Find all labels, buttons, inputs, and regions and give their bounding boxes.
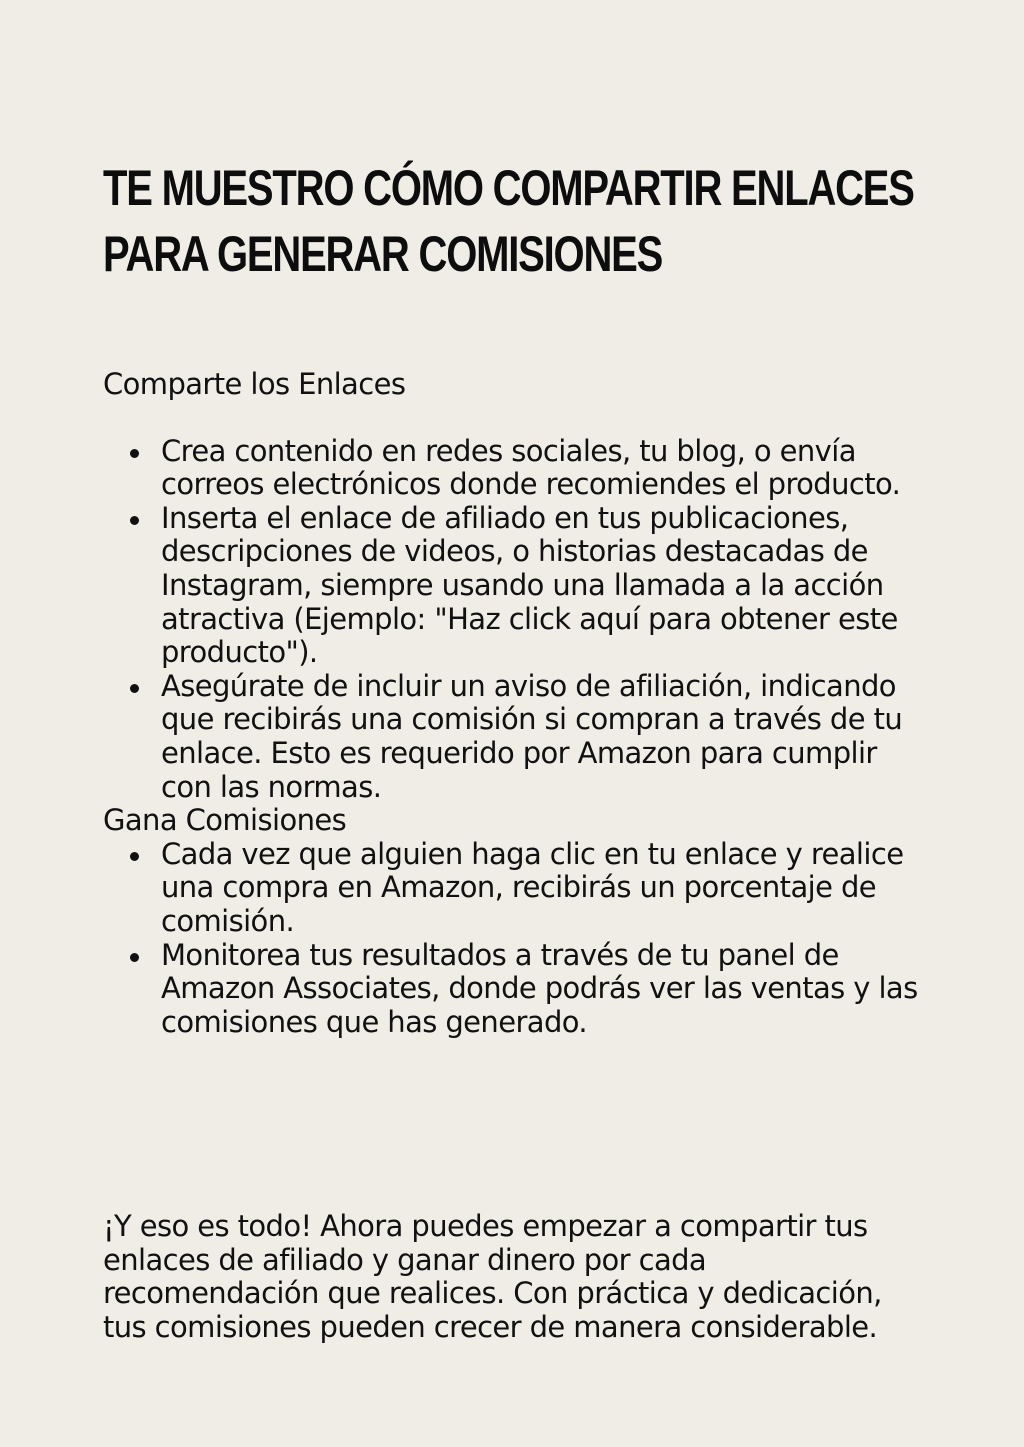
bullet-icon <box>130 449 139 458</box>
bullet-icon <box>130 953 139 962</box>
spacer <box>103 402 923 435</box>
list-item-text: Monitorea tus resultados a través de tu panel de Amazon Associates, donde podrás ver las ventas y las comisiones que has generado. <box>161 937 918 1039</box>
bullet-icon <box>130 684 139 693</box>
page-title-line-2: PARA GENERAR COMISIONES <box>103 226 663 282</box>
list-item <box>161 435 923 502</box>
list-item <box>161 670 923 804</box>
list-item-text: Asegúrate de incluir un aviso de afiliación, indicando que recibirás una comisión si compran a través de tu enlace. Esto es requerido por Amazon para cumplir con las normas. <box>161 668 903 804</box>
page-title <box>103 155 914 287</box>
bullet-icon <box>130 516 139 525</box>
list-item-text: Crea contenido en redes sociales, tu blog, o envía correos electrónicos donde recomiendes el producto. <box>161 433 901 502</box>
list-item <box>161 502 923 670</box>
bullet-list-gana <box>103 838 923 1040</box>
list-item-text: Inserta el enlace de afiliado en tus publicaciones, descripciones de videos, o historias destacadas de Instagram, siempre usando una llamada a la acción atractiva (Ejemplo: "Haz click aquí para obtener este producto"). <box>161 500 898 670</box>
list-item-text: Cada vez que alguien haga clic en tu enlace y realice una compra en Amazon, recibirás un porcentaje de comisión. <box>161 836 904 938</box>
bullet-list-comparte <box>103 435 923 805</box>
bullet-icon <box>130 852 139 861</box>
list-item <box>161 939 923 1040</box>
list-item <box>161 838 923 939</box>
closing-paragraph: ¡Y eso es todo! Ahora puedes empezar a compartir tus enlaces de afiliado y ganar dinero por cada recomendación que realices. Con práctica y dedicación, tus comisiones pueden crecer de manera considerable. <box>103 1209 882 1344</box>
section-heading-gana: Gana Comisiones <box>103 803 347 838</box>
main-content <box>103 368 923 1039</box>
section-heading-comparte: Comparte los Enlaces <box>103 367 406 401</box>
page-title-line-1: TE MUESTRO CÓMO COMPARTIR ENLACES <box>103 160 914 216</box>
